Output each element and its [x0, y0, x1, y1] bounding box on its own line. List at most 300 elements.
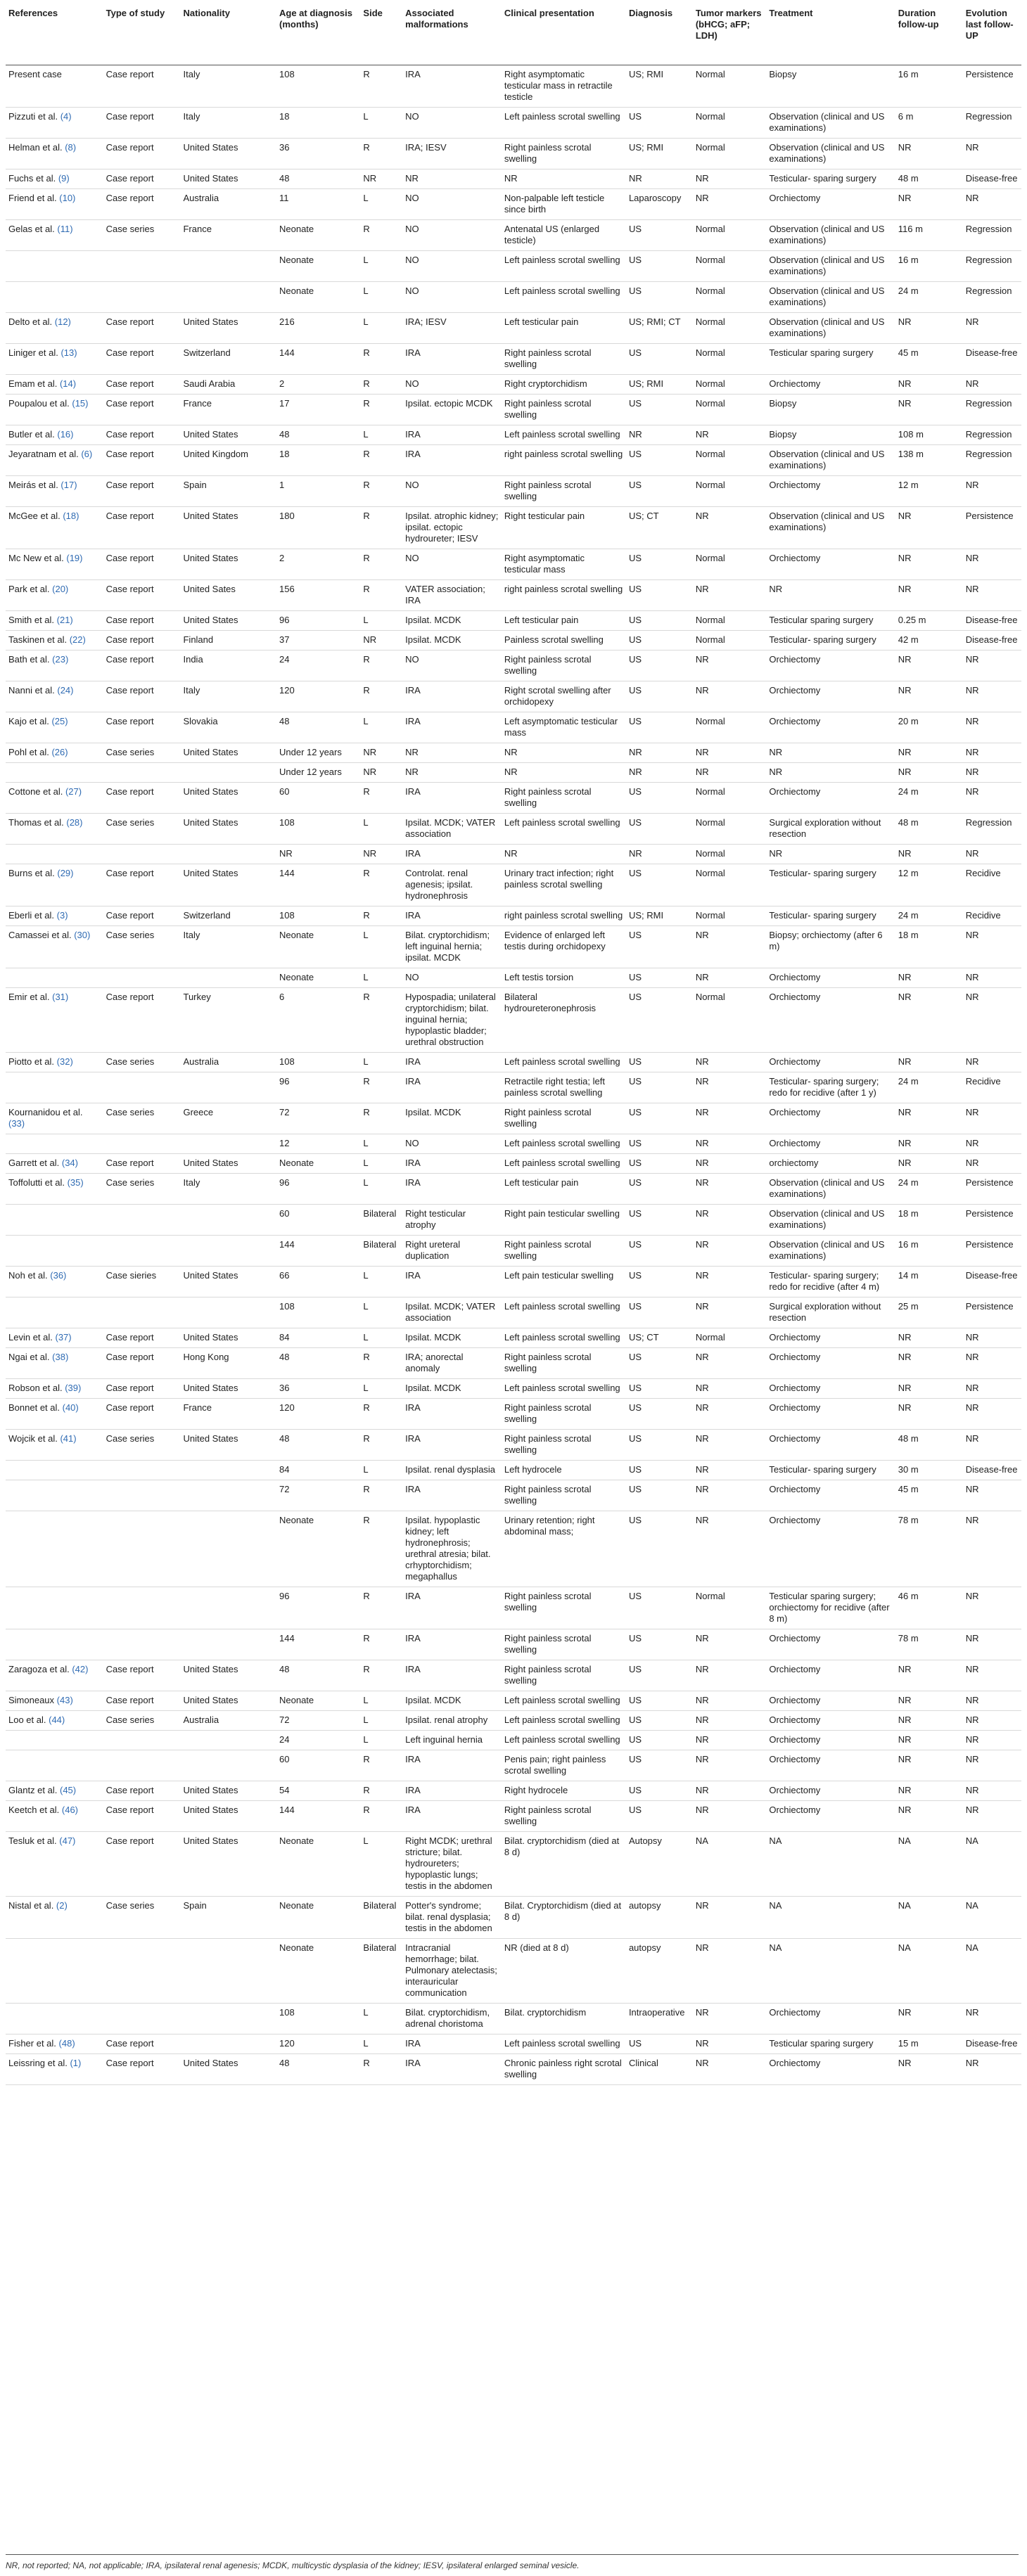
cell-reference: Smith et al. (21) — [6, 610, 103, 630]
cell-tumor-markers: NR — [693, 1710, 767, 1730]
cell-treatment: Orchiectomy — [766, 681, 895, 712]
citation-number[interactable]: (34) — [61, 1157, 78, 1168]
cell-follow-up: NR — [895, 1347, 963, 1378]
table-footnote: NR, not reported; NA, not applicable; IRA, ipsilateral renal agenesis; MCDK, multicystic dysplasia of the kidney; IESV, ipsilateral enlarged seminal vesicle. — [6, 2554, 1019, 2570]
cell-age: Under 12 years — [276, 762, 360, 782]
cell-study-type: Case report — [103, 343, 181, 374]
cell-nationality: United States — [180, 1429, 276, 1460]
table-row — [6, 1587, 1021, 1629]
citation-number[interactable]: (9) — [58, 172, 70, 184]
cell-side: L — [360, 1153, 402, 1173]
citation-number[interactable]: (20) — [52, 583, 69, 594]
cell-presentation: right painless scrotal swelling — [502, 444, 626, 475]
cell-presentation: Antenatal US (enlarged testicle) — [502, 219, 626, 250]
cell-reference — [6, 1204, 103, 1235]
cell-presentation: NR — [502, 169, 626, 188]
cell-study-type: Case report — [103, 1378, 181, 1398]
cell-malformations: Ipsilat. MCDK — [402, 1328, 502, 1347]
cell-tumor-markers: Normal — [693, 630, 767, 650]
cell-presentation: NR — [502, 743, 626, 762]
cell-follow-up: 108 m — [895, 425, 963, 444]
cell-tumor-markers: Normal — [693, 1587, 767, 1629]
cell-age: 72 — [276, 1480, 360, 1511]
cell-presentation: Left painless scrotal swelling — [502, 813, 626, 844]
cell-presentation: Right asymptomatic testicular mass — [502, 549, 626, 579]
cell-diagnosis: US; RMI — [626, 374, 693, 394]
cell-reference: Butler et al. (16) — [6, 425, 103, 444]
cell-follow-up: NR — [895, 312, 963, 343]
cell-study-type: Case series — [103, 1173, 181, 1204]
cell-presentation: Left painless scrotal swelling — [502, 1691, 626, 1710]
cell-reference — [6, 762, 103, 782]
cell-evolution: NR — [963, 681, 1021, 712]
cell-reference — [6, 1587, 103, 1629]
citation-number[interactable]: (16) — [57, 428, 74, 440]
cell-malformations: IRA; anorectal anomaly — [402, 1347, 502, 1378]
citation-number[interactable]: (4) — [60, 110, 72, 122]
cell-malformations: NO — [402, 968, 502, 987]
cell-tumor-markers: Normal — [693, 374, 767, 394]
cell-follow-up: NR — [895, 1660, 963, 1691]
cell-evolution: NR — [963, 1103, 1021, 1134]
cell-treatment: Orchiectomy — [766, 2053, 895, 2084]
cell-follow-up: NR — [895, 650, 963, 681]
cell-diagnosis: US — [626, 343, 693, 374]
cell-evolution: NR — [963, 1328, 1021, 1347]
table-row — [6, 188, 1021, 219]
cell-follow-up: 0.25 m — [895, 610, 963, 630]
citation-number[interactable]: (42) — [72, 1663, 89, 1674]
citation-number[interactable]: (11) — [57, 223, 73, 234]
cell-diagnosis: US — [626, 1710, 693, 1730]
cell-evolution: NR — [963, 1134, 1021, 1153]
cell-tumor-markers: Normal — [693, 107, 767, 138]
cell-malformations: IRA — [402, 2053, 502, 2084]
citation-number[interactable]: (18) — [63, 510, 79, 521]
cell-age: 2 — [276, 374, 360, 394]
cell-evolution: NR — [963, 549, 1021, 579]
table-row — [6, 1750, 1021, 1781]
cell-evolution: Regression — [963, 107, 1021, 138]
cell-side: L — [360, 281, 402, 312]
cell-presentation: Left painless scrotal swelling — [502, 281, 626, 312]
citation-number[interactable]: (30) — [74, 929, 91, 940]
cell-presentation: Left painless scrotal swelling — [502, 425, 626, 444]
cell-evolution: NR — [963, 1691, 1021, 1710]
table-row — [6, 1730, 1021, 1750]
cell-malformations: IRA — [402, 681, 502, 712]
citation-number[interactable]: (45) — [59, 1784, 77, 1795]
cell-side: R — [360, 475, 402, 506]
cell-reference: Park et al. (20) — [6, 579, 103, 610]
cell-reference: Levin et al. (37) — [6, 1328, 103, 1347]
cell-diagnosis: US; RMI — [626, 906, 693, 925]
cell-reference — [6, 1460, 103, 1480]
cell-treatment: Observation (clinical and US examinations) — [766, 219, 895, 250]
cell-presentation: Left testicular pain — [502, 610, 626, 630]
cell-study-type: Case report — [103, 2053, 181, 2084]
cell-reference: Delto et al. (12) — [6, 312, 103, 343]
citation-number[interactable]: (29) — [57, 867, 74, 878]
cell-nationality: Italy — [180, 107, 276, 138]
cell-evolution: Disease-free — [963, 630, 1021, 650]
table-row — [6, 425, 1021, 444]
cell-malformations: Ipsilat. MCDK — [402, 610, 502, 630]
table-row — [6, 925, 1021, 968]
citation-number[interactable]: (36) — [50, 1269, 67, 1281]
cell-side: Bilateral — [360, 1204, 402, 1235]
cell-nationality: United States — [180, 782, 276, 813]
cell-follow-up: 16 m — [895, 250, 963, 281]
cell-tumor-markers: Normal — [693, 1328, 767, 1347]
cell-follow-up: NR — [895, 1691, 963, 1710]
table-row — [6, 743, 1021, 762]
cell-treatment: Surgical exploration without resection — [766, 813, 895, 844]
cell-reference: Thomas et al. (28) — [6, 813, 103, 844]
cell-age: 84 — [276, 1460, 360, 1480]
cell-reference — [6, 844, 103, 864]
cell-tumor-markers: NR — [693, 1511, 767, 1587]
citation-number[interactable]: (15) — [72, 397, 89, 409]
cell-study-type: Case report — [103, 1691, 181, 1710]
citation-number[interactable]: (44) — [49, 1714, 65, 1725]
column-header: Duration follow-up — [895, 4, 963, 65]
cell-nationality: Italy — [180, 681, 276, 712]
cell-diagnosis: US — [626, 579, 693, 610]
cell-diagnosis: Laparoscopy — [626, 188, 693, 219]
cell-nationality — [180, 250, 276, 281]
cell-reference — [6, 1730, 103, 1750]
cell-study-type: Case report — [103, 864, 181, 906]
cell-diagnosis: US; CT — [626, 506, 693, 549]
cell-tumor-markers: NR — [693, 1629, 767, 1660]
citation-number[interactable]: (24) — [57, 684, 74, 696]
cell-malformations: Ipsilat. MCDK — [402, 1378, 502, 1398]
cell-nationality — [180, 1204, 276, 1235]
citation-number[interactable]: (37) — [55, 1331, 72, 1343]
citation-number[interactable]: (13) — [60, 347, 77, 358]
cell-side: R — [360, 1103, 402, 1134]
cell-malformations: IRA — [402, 65, 502, 107]
table-row — [6, 1831, 1021, 1896]
cell-study-type — [103, 1204, 181, 1235]
citation-number[interactable]: (1) — [70, 2057, 82, 2068]
cell-follow-up: 6 m — [895, 107, 963, 138]
cell-reference: Bath et al. (23) — [6, 650, 103, 681]
cell-treatment: Testicular sparing surgery; orchiectomy for recidive (after 8 m) — [766, 1587, 895, 1629]
cell-side: L — [360, 2034, 402, 2053]
cell-follow-up: 15 m — [895, 2034, 963, 2053]
cell-follow-up: 16 m — [895, 65, 963, 107]
cell-nationality: Italy — [180, 925, 276, 968]
cell-side: R — [360, 1072, 402, 1103]
cell-tumor-markers: NR — [693, 743, 767, 762]
cell-evolution: NR — [963, 1710, 1021, 1730]
citation-number[interactable]: (8) — [65, 141, 77, 153]
cell-treatment: Testicular sparing surgery — [766, 2034, 895, 2053]
cell-follow-up: NR — [895, 374, 963, 394]
citation-number[interactable]: (46) — [61, 1804, 79, 1815]
cell-nationality: France — [180, 219, 276, 250]
cell-presentation: Right painless scrotal swelling — [502, 1235, 626, 1266]
cell-age: 2 — [276, 549, 360, 579]
cell-presentation: Left painless scrotal swelling — [502, 1328, 626, 1347]
cell-reference: Robson et al. (39) — [6, 1378, 103, 1398]
cell-presentation: Right painless scrotal swelling — [502, 650, 626, 681]
citation-number[interactable]: (28) — [66, 816, 83, 828]
cell-tumor-markers: NR — [693, 1730, 767, 1750]
cell-treatment: Biopsy; orchiectomy (after 6 m) — [766, 925, 895, 968]
cell-side: R — [360, 987, 402, 1052]
cell-study-type — [103, 1511, 181, 1587]
cell-study-type: Case series — [103, 219, 181, 250]
cell-age: Neonate — [276, 1691, 360, 1710]
cell-presentation: Left painless scrotal swelling — [502, 1710, 626, 1730]
cell-study-type: Case report — [103, 650, 181, 681]
cell-side: R — [360, 1347, 402, 1378]
cell-treatment: Orchiectomy — [766, 1511, 895, 1587]
cell-reference: Emir et al. (31) — [6, 987, 103, 1052]
table-row — [6, 844, 1021, 864]
cell-malformations: Right MCDK; urethral stricture; bilat. hydroureters; hypoplastic lungs; testis in the abdomen — [402, 1831, 502, 1896]
cell-study-type: Case report — [103, 188, 181, 219]
column-header: Tumor markers (bHCG; aFP; LDH) — [693, 4, 767, 65]
cell-evolution: Persistence — [963, 1235, 1021, 1266]
cell-study-type: Case report — [103, 312, 181, 343]
cell-side: L — [360, 1173, 402, 1204]
citation-number[interactable]: (2) — [56, 1899, 68, 1911]
citation-number[interactable]: (48) — [58, 2037, 75, 2049]
citation-number[interactable]: (6) — [81, 448, 93, 459]
cell-reference: Pizzuti et al. (4) — [6, 107, 103, 138]
cell-reference: Fuchs et al. (9) — [6, 169, 103, 188]
cell-treatment: Orchiectomy — [766, 987, 895, 1052]
citation-number[interactable]: (47) — [59, 1835, 76, 1846]
cell-age: 1 — [276, 475, 360, 506]
cell-age: Neonate — [276, 1831, 360, 1896]
cell-age: 17 — [276, 394, 360, 425]
citation-number[interactable]: (32) — [56, 1056, 73, 1067]
cell-reference: Pohl et al. (26) — [6, 743, 103, 762]
cell-malformations: NO — [402, 107, 502, 138]
cell-evolution: Persistence — [963, 1204, 1021, 1235]
citation-number[interactable]: (22) — [69, 634, 86, 645]
cell-evolution: Disease-free — [963, 610, 1021, 630]
citation-number[interactable]: (12) — [54, 316, 71, 327]
table-row — [6, 444, 1021, 475]
citation-number[interactable]: (27) — [65, 786, 82, 797]
column-header: References — [6, 4, 103, 65]
cell-reference: Loo et al. (44) — [6, 1710, 103, 1730]
cell-nationality: United States — [180, 549, 276, 579]
cell-follow-up: 45 m — [895, 343, 963, 374]
cell-tumor-markers: NR — [693, 1896, 767, 1938]
cell-nationality: United States — [180, 2053, 276, 2084]
cell-side: L — [360, 425, 402, 444]
citation-number[interactable]: (38) — [52, 1351, 69, 1362]
cell-malformations: VATER association; IRA — [402, 579, 502, 610]
cell-evolution: NR — [963, 1730, 1021, 1750]
cell-follow-up: 78 m — [895, 1629, 963, 1660]
cell-tumor-markers: Normal — [693, 312, 767, 343]
cell-side: NR — [360, 844, 402, 864]
cell-follow-up: NR — [895, 1398, 963, 1429]
citation-number[interactable]: (23) — [52, 653, 69, 665]
citation-number[interactable]: (17) — [60, 479, 77, 490]
cell-evolution: Recidive — [963, 906, 1021, 925]
citation-number[interactable]: (26) — [51, 746, 68, 757]
cell-nationality: Turkey — [180, 987, 276, 1052]
cell-nationality — [180, 1460, 276, 1480]
cell-presentation: Left painless scrotal swelling — [502, 1378, 626, 1398]
cell-study-type: Case series — [103, 1052, 181, 1072]
cell-age: 72 — [276, 1710, 360, 1730]
cell-tumor-markers: Normal — [693, 250, 767, 281]
cell-treatment: Orchiectomy — [766, 1378, 895, 1398]
cell-diagnosis: US; RMI — [626, 65, 693, 107]
table-row — [6, 1398, 1021, 1429]
cell-treatment: Orchiectomy — [766, 1052, 895, 1072]
table-row — [6, 1266, 1021, 1297]
literature-table — [6, 4, 1021, 2085]
cell-age: 144 — [276, 343, 360, 374]
cell-tumor-markers: NR — [693, 1153, 767, 1173]
citation-number[interactable]: (39) — [65, 1382, 82, 1393]
cell-malformations: Ipsilat. MCDK; VATER association — [402, 813, 502, 844]
cell-study-type: Case series — [103, 1896, 181, 1938]
citation-number[interactable]: (31) — [52, 991, 69, 1002]
cell-reference — [6, 1134, 103, 1153]
cell-follow-up: NR — [895, 968, 963, 987]
citation-number[interactable]: (25) — [51, 715, 68, 726]
cell-age: Neonate — [276, 925, 360, 968]
table-row — [6, 65, 1021, 107]
cell-evolution: NR — [963, 188, 1021, 219]
cell-nationality — [180, 281, 276, 312]
citation-number[interactable]: (10) — [59, 192, 76, 203]
cell-evolution: NA — [963, 1896, 1021, 1938]
citation-number[interactable]: (43) — [56, 1694, 73, 1705]
cell-nationality: United States — [180, 1328, 276, 1347]
cell-tumor-markers: Normal — [693, 475, 767, 506]
cell-treatment: Testicular- sparing surgery — [766, 1460, 895, 1480]
cell-presentation: Right painless scrotal swelling — [502, 343, 626, 374]
cell-diagnosis: US — [626, 1173, 693, 1204]
cell-presentation: Right painless scrotal swelling — [502, 1429, 626, 1460]
cell-age: NR — [276, 844, 360, 864]
cell-reference: Keetch et al. (46) — [6, 1800, 103, 1831]
cell-nationality — [180, 968, 276, 987]
cell-side: L — [360, 312, 402, 343]
cell-follow-up: 48 m — [895, 169, 963, 188]
cell-side: L — [360, 188, 402, 219]
column-header: Treatment — [766, 4, 895, 65]
table-row — [6, 138, 1021, 169]
cell-tumor-markers: NR — [693, 1660, 767, 1691]
cell-malformations: Ipsilat. MCDK — [402, 1103, 502, 1134]
cell-follow-up: 48 m — [895, 1429, 963, 1460]
cell-presentation: Penis pain; right painless scrotal swelling — [502, 1750, 626, 1781]
cell-age: Neonate — [276, 219, 360, 250]
cell-evolution: Disease-free — [963, 169, 1021, 188]
cell-age: Neonate — [276, 250, 360, 281]
cell-side: R — [360, 1660, 402, 1691]
cell-nationality: United States — [180, 425, 276, 444]
cell-follow-up: NR — [895, 1153, 963, 1173]
cell-treatment: Orchiectomy — [766, 549, 895, 579]
cell-reference: Glantz et al. (45) — [6, 1781, 103, 1800]
cell-nationality: Hong Kong — [180, 1347, 276, 1378]
citation-number[interactable]: (14) — [59, 378, 77, 389]
table-row — [6, 968, 1021, 987]
cell-treatment: Orchiectomy — [766, 1660, 895, 1691]
cell-reference: Noh et al. (36) — [6, 1266, 103, 1297]
cell-presentation: Right painless scrotal swelling — [502, 475, 626, 506]
cell-tumor-markers: NR — [693, 1750, 767, 1781]
citation-number[interactable]: (19) — [66, 552, 83, 563]
cell-treatment: Orchiectomy — [766, 1103, 895, 1134]
citation-number[interactable]: (41) — [60, 1433, 77, 1444]
cell-tumor-markers: NR — [693, 506, 767, 549]
cell-diagnosis: US — [626, 1480, 693, 1511]
cell-age: 120 — [276, 1398, 360, 1429]
cell-follow-up: NR — [895, 138, 963, 169]
cell-diagnosis: US; RMI — [626, 138, 693, 169]
cell-age: 48 — [276, 2053, 360, 2084]
cell-study-type: Case report — [103, 475, 181, 506]
citation-number[interactable]: (33) — [8, 1117, 25, 1129]
cell-diagnosis: NR — [626, 762, 693, 782]
cell-diagnosis: US — [626, 2034, 693, 2053]
table-row — [6, 864, 1021, 906]
citation-number[interactable]: (21) — [56, 614, 73, 625]
citation-number[interactable]: (35) — [67, 1177, 84, 1188]
cell-presentation: Painless scrotal swelling — [502, 630, 626, 650]
cell-side: R — [360, 1781, 402, 1800]
cell-reference: Kajo et al. (25) — [6, 712, 103, 743]
cell-malformations: IRA — [402, 343, 502, 374]
cell-presentation: Left painless scrotal swelling — [502, 1730, 626, 1750]
cell-follow-up: 18 m — [895, 1204, 963, 1235]
cell-side: L — [360, 107, 402, 138]
cell-follow-up: NR — [895, 1134, 963, 1153]
cell-presentation: Right painless scrotal swelling — [502, 1660, 626, 1691]
cell-evolution: NR — [963, 1480, 1021, 1511]
cell-treatment: Observation (clinical and US examinations) — [766, 281, 895, 312]
cell-evolution: Regression — [963, 444, 1021, 475]
cell-age: 108 — [276, 906, 360, 925]
cell-side: L — [360, 1052, 402, 1072]
cell-age: 54 — [276, 1781, 360, 1800]
cell-age: 180 — [276, 506, 360, 549]
cell-presentation: Left painless scrotal swelling — [502, 1153, 626, 1173]
cell-reference: Present case — [6, 65, 103, 107]
table-row — [6, 506, 1021, 549]
table-row — [6, 579, 1021, 610]
cell-age: 48 — [276, 169, 360, 188]
table-row — [6, 1072, 1021, 1103]
citation-number[interactable]: (3) — [56, 909, 68, 921]
cell-malformations: IRA — [402, 712, 502, 743]
cell-study-type — [103, 1235, 181, 1266]
cell-side: R — [360, 1398, 402, 1429]
cell-presentation: Left testicular pain — [502, 312, 626, 343]
cell-presentation: Left asymptomatic testicular mass — [502, 712, 626, 743]
citation-number[interactable]: (40) — [62, 1402, 79, 1413]
cell-reference: McGee et al. (18) — [6, 506, 103, 549]
table-row — [6, 1781, 1021, 1800]
cell-diagnosis: US — [626, 782, 693, 813]
